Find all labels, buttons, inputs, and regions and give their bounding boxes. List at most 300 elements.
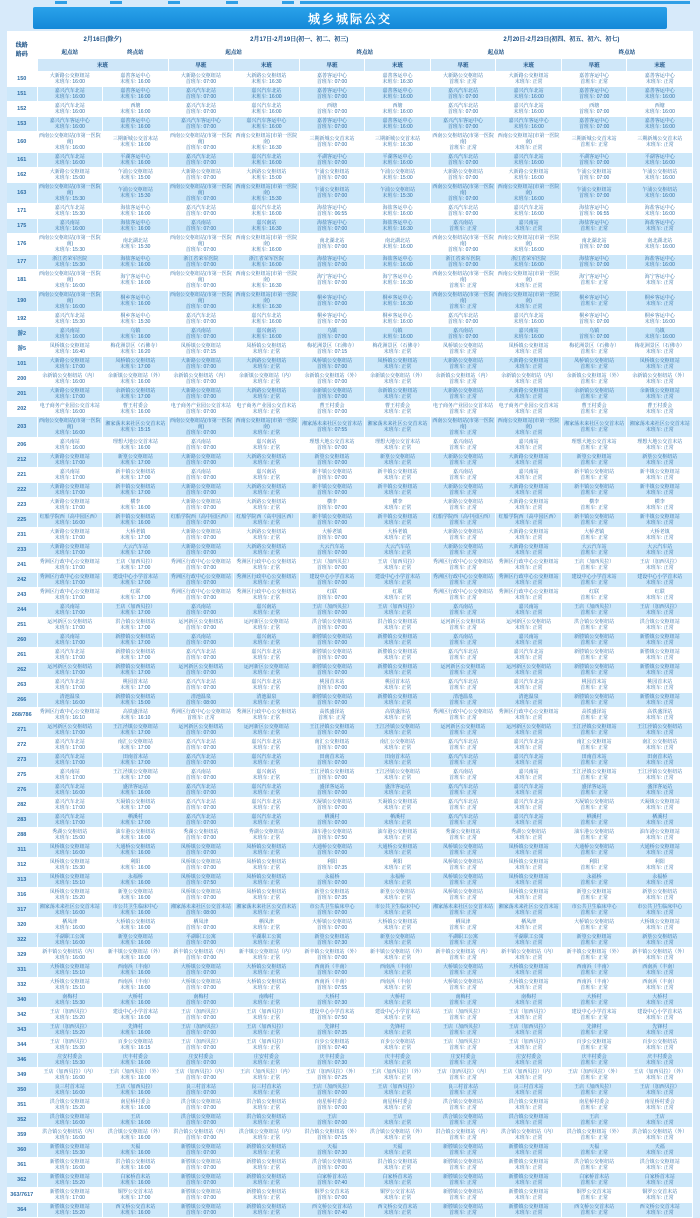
station-name: 西南公交枢纽站(市第一医院南) bbox=[235, 235, 298, 247]
station-name: 嘉兴南站 bbox=[453, 439, 474, 445]
station-name: 大桥镇公交枢纽站 bbox=[246, 979, 287, 985]
station-name: 王店（加西贝拉） bbox=[574, 559, 615, 565]
station-name: 嘉兴汽车北站 bbox=[54, 313, 85, 319]
schedule-cell bbox=[561, 438, 627, 453]
schedule-cell bbox=[627, 234, 693, 255]
schedule-cell bbox=[299, 558, 365, 573]
station-name: 西南浜（丰南） bbox=[380, 979, 416, 985]
schedule-cell bbox=[103, 708, 169, 723]
schedule-cell bbox=[627, 918, 693, 933]
schedule-cell bbox=[365, 183, 431, 204]
table-row bbox=[7, 153, 693, 168]
schedule-cell bbox=[430, 693, 496, 708]
schedule-cell bbox=[496, 255, 562, 270]
route-number: 160 bbox=[7, 132, 37, 153]
station-name: 嘉兴南站 bbox=[518, 604, 539, 610]
station-name: 南星桥村委会 bbox=[120, 1099, 151, 1105]
bus-time: 首班车: 07:00 bbox=[185, 520, 217, 526]
bus-time: 首班车: 正常 bbox=[580, 985, 609, 991]
station-name: 利阳 bbox=[130, 859, 141, 865]
bus-time: 末班车: 17:00 bbox=[120, 364, 151, 370]
schedule-cell bbox=[365, 1113, 431, 1128]
schedule-cell bbox=[430, 234, 496, 255]
station-name: 天福 bbox=[326, 1144, 337, 1150]
bus-time: 首班车: 07:00 bbox=[185, 145, 217, 151]
station-name: 电子商务产业园公交首末站 bbox=[498, 403, 559, 409]
bus-time: 末班车: 正常 bbox=[645, 280, 674, 286]
station-name: 新丰镇公交枢纽站 bbox=[639, 514, 680, 520]
station-name: 天凝镇公交枢纽站 bbox=[574, 799, 615, 805]
station-name: 余新镇公交枢纽站 bbox=[311, 388, 352, 394]
dest-header: 终点站 bbox=[103, 46, 169, 59]
schedule-cell bbox=[365, 219, 431, 234]
schedule-cell bbox=[37, 768, 103, 783]
schedule-cell bbox=[496, 312, 562, 327]
bus-time: 末班车: 16:00 bbox=[513, 262, 544, 268]
schedule-cell bbox=[561, 528, 627, 543]
station-name: 凤桥镇公交枢纽站 bbox=[443, 889, 484, 895]
station-name: 红船学院西（高中园区西） bbox=[39, 514, 100, 520]
bus-time: 首班车: 07:00 bbox=[185, 1195, 217, 1201]
station-name: 西南公交枢纽站(市第一医院南) bbox=[497, 418, 560, 430]
station-name: 嘉兴汽车北站 bbox=[251, 679, 282, 685]
station-name: 嘉兴汽车北站 bbox=[54, 754, 85, 760]
station-name: 嘉兴汽车客运中心 bbox=[443, 118, 484, 124]
station-name: 大新路公交枢纽站 bbox=[180, 169, 221, 175]
schedule-cell bbox=[365, 768, 431, 783]
bus-time: 末班车: 16:00 bbox=[120, 1000, 151, 1006]
schedule-cell bbox=[430, 633, 496, 648]
bus-time: 首班车: 07:00 bbox=[316, 925, 348, 931]
schedule-cell bbox=[168, 312, 234, 327]
station-name: 梅花洲景区（石佛寺） bbox=[372, 343, 423, 349]
station-name: 南汇公交枢纽站 bbox=[314, 739, 350, 745]
bus-time: 末班车: 15:00 bbox=[251, 175, 282, 181]
schedule-cell bbox=[37, 1008, 103, 1023]
schedule-cell bbox=[496, 903, 562, 918]
bus-time: 末班车: 正常 bbox=[645, 1075, 674, 1081]
bus-time: 末班车: 17:00 bbox=[120, 535, 151, 541]
station-name: 大新路公交枢纽站 bbox=[508, 388, 549, 394]
schedule-cell bbox=[430, 1038, 496, 1053]
table-row bbox=[7, 813, 693, 828]
station-name: 嘉兴汽车北站 bbox=[513, 154, 544, 160]
station-name: 湘家荡未来社区公交首末站 bbox=[105, 421, 166, 427]
bus-time: 末班车: 16:00 bbox=[513, 334, 544, 340]
schedule-cell bbox=[299, 234, 365, 255]
bus-time: 首班车: 07:00 bbox=[316, 820, 348, 826]
schedule-cell bbox=[430, 270, 496, 291]
schedule-cell bbox=[37, 1053, 103, 1068]
station-name: 海盐客运中心 bbox=[644, 256, 675, 262]
station-name: 新篁公交枢纽站 bbox=[314, 889, 350, 895]
station-name: 秀洲区行政中心公交枢纽站 bbox=[236, 709, 297, 715]
station-name: 三期新城公交首末站 bbox=[112, 136, 158, 142]
bus-time: 末班车: 正常 bbox=[252, 475, 281, 481]
schedule-cell bbox=[365, 387, 431, 402]
bus-time: 末班车: 17:00 bbox=[54, 364, 85, 370]
bus-time: 末班车: 正常 bbox=[383, 394, 412, 400]
bus-time: 末班车: 正常 bbox=[252, 865, 281, 871]
station-name: 王江泾镇公交枢纽站 bbox=[112, 724, 158, 730]
schedule-cell bbox=[37, 483, 103, 498]
bus-time: 末班车: 16:00 bbox=[644, 319, 675, 325]
schedule-cell bbox=[299, 87, 365, 102]
station-name: 嘉兴汽车北站 bbox=[448, 739, 479, 745]
station-name: 王店 bbox=[654, 1114, 665, 1120]
bus-time: 末班车: 正常 bbox=[252, 895, 281, 901]
bus-time: 末班车: 17:00 bbox=[120, 625, 151, 631]
station-name: 海盐客运中心 bbox=[579, 220, 610, 226]
station-name: 凤桥镇公交枢纽站 bbox=[443, 874, 484, 880]
station-name: 平湖客运中心 bbox=[316, 154, 347, 160]
schedule-cell bbox=[430, 357, 496, 372]
schedule-cell bbox=[496, 798, 562, 813]
schedule-cell bbox=[168, 993, 234, 1008]
schedule-cell bbox=[299, 813, 365, 828]
station-name: 横李 bbox=[392, 499, 403, 505]
bus-time: 末班车: 16:00 bbox=[120, 94, 151, 100]
schedule-cell bbox=[103, 693, 169, 708]
schedule-cell bbox=[365, 1128, 431, 1143]
station-name: 洪合镇公交枢纽站 bbox=[180, 1114, 221, 1120]
schedule-cell bbox=[496, 1023, 562, 1038]
schedule-cell bbox=[168, 102, 234, 117]
dest-header: 终点站 bbox=[561, 46, 692, 59]
bus-time: 首班车: 正常 bbox=[580, 1045, 609, 1051]
schedule-cell bbox=[37, 498, 103, 513]
schedule-cell bbox=[627, 858, 693, 873]
schedule-cell bbox=[496, 372, 562, 387]
bus-time: 末班车: 16:00 bbox=[54, 109, 85, 115]
bus-time: 末班车: 正常 bbox=[514, 955, 543, 961]
schedule-cell bbox=[234, 738, 300, 753]
station-name: 王店（加西贝拉） bbox=[377, 559, 418, 565]
schedule-cell bbox=[37, 558, 103, 573]
station-name: 嘉兴南站 bbox=[256, 634, 277, 640]
station-name: 清池温泉 bbox=[59, 694, 80, 700]
schedule-cell bbox=[561, 291, 627, 312]
bus-time: 末班车: 正常 bbox=[645, 775, 674, 781]
schedule-cell bbox=[234, 312, 300, 327]
station-name: 白家桥首末站 bbox=[644, 1174, 675, 1180]
schedule-cell bbox=[168, 1098, 234, 1113]
schedule-cell bbox=[430, 1173, 496, 1188]
schedule-cell bbox=[37, 693, 103, 708]
schedule-cell bbox=[103, 483, 169, 498]
schedule-cell bbox=[430, 558, 496, 573]
bus-time: 末班车: 16:00 bbox=[644, 211, 675, 217]
station-name: 王店（加西贝拉）（内） bbox=[240, 1069, 293, 1075]
bus-time: 首班车: 正常 bbox=[580, 910, 609, 916]
bus-time: 首班车: 07:00 bbox=[185, 460, 217, 466]
station-name: 凤桥镇公交枢纽站 bbox=[639, 358, 680, 364]
bus-time: 末班车: 正常 bbox=[645, 910, 674, 916]
station-name: 凤桥镇公交枢纽站 bbox=[246, 343, 287, 349]
schedule-cell bbox=[299, 873, 365, 888]
bus-time: 首班车: 正常 bbox=[580, 670, 609, 676]
schedule-cell bbox=[234, 204, 300, 219]
bus-time: 末班车: 正常 bbox=[645, 745, 674, 751]
schedule-cell bbox=[37, 708, 103, 723]
schedule-cell bbox=[561, 204, 627, 219]
route-number: 162 bbox=[7, 168, 37, 183]
bus-time: 末班车: 正常 bbox=[383, 1030, 412, 1036]
schedule-cell bbox=[430, 573, 496, 588]
bus-time: 末班车: 正常 bbox=[383, 1000, 412, 1006]
table-row bbox=[7, 828, 693, 843]
station-name: 嘉兴汽车北站 bbox=[513, 88, 544, 94]
station-name: 新篁公交枢纽站 bbox=[642, 454, 678, 460]
station-name: 栖溪村 bbox=[324, 814, 340, 820]
bus-time: 末班车: 16:00 bbox=[251, 124, 282, 130]
schedule-cell bbox=[168, 513, 234, 528]
bus-time: 末班车: 16:30 bbox=[251, 79, 282, 85]
bus-time: 首班车: 07:00 bbox=[185, 379, 217, 385]
schedule-cell bbox=[103, 1053, 169, 1068]
bus-time: 末班车: 正常 bbox=[383, 610, 412, 616]
station-name: 海宁客运中心 bbox=[382, 274, 413, 280]
station-name: 浙江省荣军医院 bbox=[248, 256, 284, 262]
bus-time: 末班车: 16:00 bbox=[251, 334, 282, 340]
schedule-cell bbox=[365, 417, 431, 438]
bus-time: 首班车: 07:00 bbox=[185, 670, 217, 676]
bus-time: 首班车: 正常 bbox=[580, 535, 609, 541]
bus-time: 首班车: 07:00 bbox=[185, 262, 217, 268]
station-name: 王店（加西贝拉） bbox=[180, 1039, 221, 1045]
schedule-cell bbox=[496, 1188, 562, 1203]
schedule-cell bbox=[168, 528, 234, 543]
station-name: 洪合镇公交枢纽站 bbox=[246, 1114, 287, 1120]
station-name: 大新路公交枢纽站 bbox=[180, 529, 221, 535]
schedule-cell bbox=[561, 948, 627, 963]
station-name: 秀洲区行政中心公交枢纽站 bbox=[236, 589, 297, 595]
schedule-cell bbox=[234, 1143, 300, 1158]
schedule-cell bbox=[234, 1053, 300, 1068]
schedule-cell bbox=[627, 513, 693, 528]
station-name: 余新镇公交枢纽站 bbox=[115, 388, 156, 394]
station-name: 嘉兴汽车北站 bbox=[513, 313, 544, 319]
station-name: 西文桥公交首末站 bbox=[311, 1204, 352, 1210]
station-name: 桐乡客运中心 bbox=[316, 295, 347, 301]
schedule-cell bbox=[430, 87, 496, 102]
schedule-cell bbox=[37, 1158, 103, 1173]
schedule-cell bbox=[103, 1128, 169, 1143]
bus-time: 末班车: 正常 bbox=[383, 745, 412, 751]
schedule-cell bbox=[299, 438, 365, 453]
station-name: 新塍镇公交枢纽站 bbox=[180, 1159, 221, 1165]
bus-time: 首班车: 07:00 bbox=[185, 94, 217, 100]
station-name: 新塍镇公交枢纽站 bbox=[639, 634, 680, 640]
station-name: 大桥镇公交枢纽站 bbox=[49, 979, 90, 985]
route-number: 276 bbox=[7, 783, 37, 798]
bus-time: 首班车: 07:00 bbox=[316, 640, 348, 646]
schedule-cell bbox=[168, 948, 234, 963]
bus-time: 末班车: 16:00 bbox=[513, 319, 544, 325]
schedule-cell bbox=[299, 948, 365, 963]
table-row bbox=[7, 798, 693, 813]
bus-time: 首班车: 07:50 bbox=[316, 1015, 348, 1021]
bus-time: 末班车: 正常 bbox=[514, 1135, 543, 1141]
schedule-cell bbox=[561, 402, 627, 417]
schedule-cell bbox=[627, 1128, 693, 1143]
station-name: 油车港公交枢纽站 bbox=[574, 829, 615, 835]
schedule-cell bbox=[168, 483, 234, 498]
station-name: 湘家荡未来社区公交首末站 bbox=[498, 904, 559, 910]
bus-time: 末班车: 正常 bbox=[514, 1030, 543, 1036]
bus-time: 首班车: 07:25 bbox=[316, 1075, 348, 1081]
schedule-cell bbox=[234, 342, 300, 357]
station-name: 嘉兴南站 bbox=[59, 634, 80, 640]
station-name: 嘉兴汽车北站 bbox=[185, 799, 216, 805]
schedule-cell bbox=[627, 798, 693, 813]
bus-time: 末班车: 正常 bbox=[514, 379, 543, 385]
schedule-cell bbox=[561, 168, 627, 183]
schedule-cell bbox=[103, 663, 169, 678]
station-name: 大桥村 bbox=[586, 994, 602, 1000]
bus-time: 末班车: 16:00 bbox=[251, 109, 282, 115]
schedule-cell bbox=[37, 219, 103, 234]
table-row bbox=[7, 978, 693, 993]
bus-time: 末班车: 17:00 bbox=[120, 745, 151, 751]
station-name: 盛泽客运站 bbox=[647, 784, 673, 790]
station-name: 建设中心小学首末站 bbox=[375, 1009, 421, 1015]
bus-time: 首班车: 正常 bbox=[449, 715, 477, 721]
schedule-cell bbox=[299, 603, 365, 618]
bus-time: 末班车: 正常 bbox=[514, 595, 543, 601]
schedule-cell bbox=[430, 978, 496, 993]
station-name: 桐乡客运中心 bbox=[382, 313, 413, 319]
schedule-cell bbox=[496, 327, 562, 342]
station-name: 余新镇公交枢纽站（内） bbox=[42, 373, 98, 379]
station-name: 大桥镇公交枢纽站 bbox=[508, 979, 549, 985]
bus-time: 首班车: 正常 bbox=[580, 625, 609, 631]
bus-time: 首班车: 07:55 bbox=[316, 427, 348, 433]
schedule-cell bbox=[430, 768, 496, 783]
schedule-cell bbox=[168, 933, 234, 948]
bus-time: 首班车: 07:00 bbox=[185, 79, 217, 85]
schedule-cell bbox=[561, 387, 627, 402]
station-name: 新丰镇公交枢纽站 bbox=[639, 484, 680, 490]
station-name: 建设中心小学首末站 bbox=[571, 574, 617, 580]
bus-time: 首班车: 正常 bbox=[580, 394, 609, 400]
bus-time: 末班车: 正常 bbox=[252, 1000, 281, 1006]
table-row bbox=[7, 468, 693, 483]
bus-time: 末班车: 正常 bbox=[383, 550, 412, 556]
bus-time: 末班车: 15:00 bbox=[382, 175, 413, 181]
schedule-cell bbox=[299, 978, 365, 993]
bus-time: 末班车: 16:00 bbox=[644, 94, 675, 100]
schedule-cell bbox=[365, 270, 431, 291]
bus-time: 末班车: 正常 bbox=[514, 655, 543, 661]
route-number: 331 bbox=[7, 963, 37, 978]
bus-time: 末班车: 正常 bbox=[514, 409, 543, 415]
bus-time: 末班车: 15:30 bbox=[54, 1045, 85, 1051]
schedule-cell bbox=[168, 918, 234, 933]
schedule-cell bbox=[561, 963, 627, 978]
schedule-cell bbox=[299, 204, 365, 219]
schedule-cell bbox=[627, 648, 693, 663]
schedule-cell bbox=[103, 588, 169, 603]
bus-time: 末班车: 正常 bbox=[645, 625, 674, 631]
station-name: 铜罗公交首末站 bbox=[314, 1189, 350, 1195]
bus-time: 末班车: 正常 bbox=[252, 364, 281, 370]
station-name: 大新路公交枢纽站 bbox=[508, 544, 549, 550]
station-name: 乌镇 bbox=[392, 328, 403, 334]
station-name: 理想大地公交首末站 bbox=[637, 439, 683, 445]
bus-time: 末班车: 16:30 bbox=[251, 145, 282, 151]
table-row bbox=[7, 1068, 693, 1083]
station-name: 王店（加西贝拉） bbox=[377, 604, 418, 610]
bus-time: 首班车: 07:00 bbox=[447, 247, 479, 253]
table-row bbox=[7, 402, 693, 417]
schedule-cell bbox=[430, 783, 496, 798]
bus-time: 末班车: 17:00 bbox=[54, 580, 85, 586]
station-name: 乍浦公交枢纽站 bbox=[642, 187, 678, 193]
station-name: 良三村首末站 bbox=[513, 1084, 544, 1090]
schedule-cell bbox=[430, 102, 496, 117]
station-name: 西文桥公交首末站 bbox=[639, 1204, 680, 1210]
bus-time: 末班车: 正常 bbox=[514, 715, 543, 721]
station-name: 新塍镇公交枢纽站 bbox=[574, 664, 615, 670]
schedule-cell bbox=[103, 270, 169, 291]
bus-time: 末班车: 16:00 bbox=[120, 520, 151, 526]
bus-time: 首班车: 07:00 bbox=[316, 409, 348, 415]
bus-time: 末班车: 15:20 bbox=[54, 1180, 85, 1186]
station-name: 大新路公交枢纽站 bbox=[180, 73, 221, 79]
schedule-cell bbox=[627, 1113, 693, 1128]
schedule-cell bbox=[561, 828, 627, 843]
schedule-cell bbox=[299, 1023, 365, 1038]
bus-time: 首班车: 07:00 bbox=[185, 940, 217, 946]
schedule-cell bbox=[561, 708, 627, 723]
station-name: 新塍镇公交枢纽站 bbox=[574, 694, 615, 700]
schedule-cell bbox=[234, 255, 300, 270]
schedule-cell bbox=[365, 132, 431, 153]
schedule-cell bbox=[103, 648, 169, 663]
schedule-cell bbox=[627, 117, 693, 132]
bus-time: 末班车: 16:00 bbox=[54, 850, 85, 856]
schedule-cell bbox=[365, 828, 431, 843]
bus-time: 末班车: 15:10 bbox=[54, 880, 85, 886]
route-number: 349 bbox=[7, 1068, 37, 1083]
bus-time: 首班车: 07:00 bbox=[185, 505, 217, 511]
station-name: 凤桥镇公交枢纽站 bbox=[180, 844, 221, 850]
bus-time: 末班车: 16:00 bbox=[644, 124, 675, 130]
schedule-cell bbox=[299, 738, 365, 753]
station-name: 栖溪村 bbox=[652, 814, 668, 820]
bus-time: 首班车: 正常 bbox=[580, 580, 609, 586]
station-name: 嘉善客运中心 bbox=[644, 73, 675, 79]
schedule-cell bbox=[37, 633, 103, 648]
schedule-cell bbox=[103, 828, 169, 843]
schedule-cell bbox=[365, 1158, 431, 1173]
station-name: 凤桥镇公交枢纽站 bbox=[180, 343, 221, 349]
bus-time: 末班车: 正常 bbox=[252, 940, 281, 946]
bus-time: 首班车: 正常 bbox=[449, 1150, 477, 1156]
schedule-cell bbox=[168, 417, 234, 438]
bus-time: 末班车: 正常 bbox=[383, 1090, 412, 1096]
station-name: 田南首末站 bbox=[122, 754, 148, 760]
schedule-cell bbox=[299, 843, 365, 858]
date-group-eve: 2月16日(除夕) bbox=[37, 31, 168, 46]
bus-time: 首班车: 07:00 bbox=[185, 1075, 217, 1081]
schedule-cell bbox=[168, 798, 234, 813]
station-name: 平湖职工公寓 bbox=[513, 934, 544, 940]
station-name: 秀洲区行政中心公交枢纽站 bbox=[498, 589, 559, 595]
bus-time: 首班车: 07:00 bbox=[447, 262, 479, 268]
schedule-cell bbox=[103, 453, 169, 468]
